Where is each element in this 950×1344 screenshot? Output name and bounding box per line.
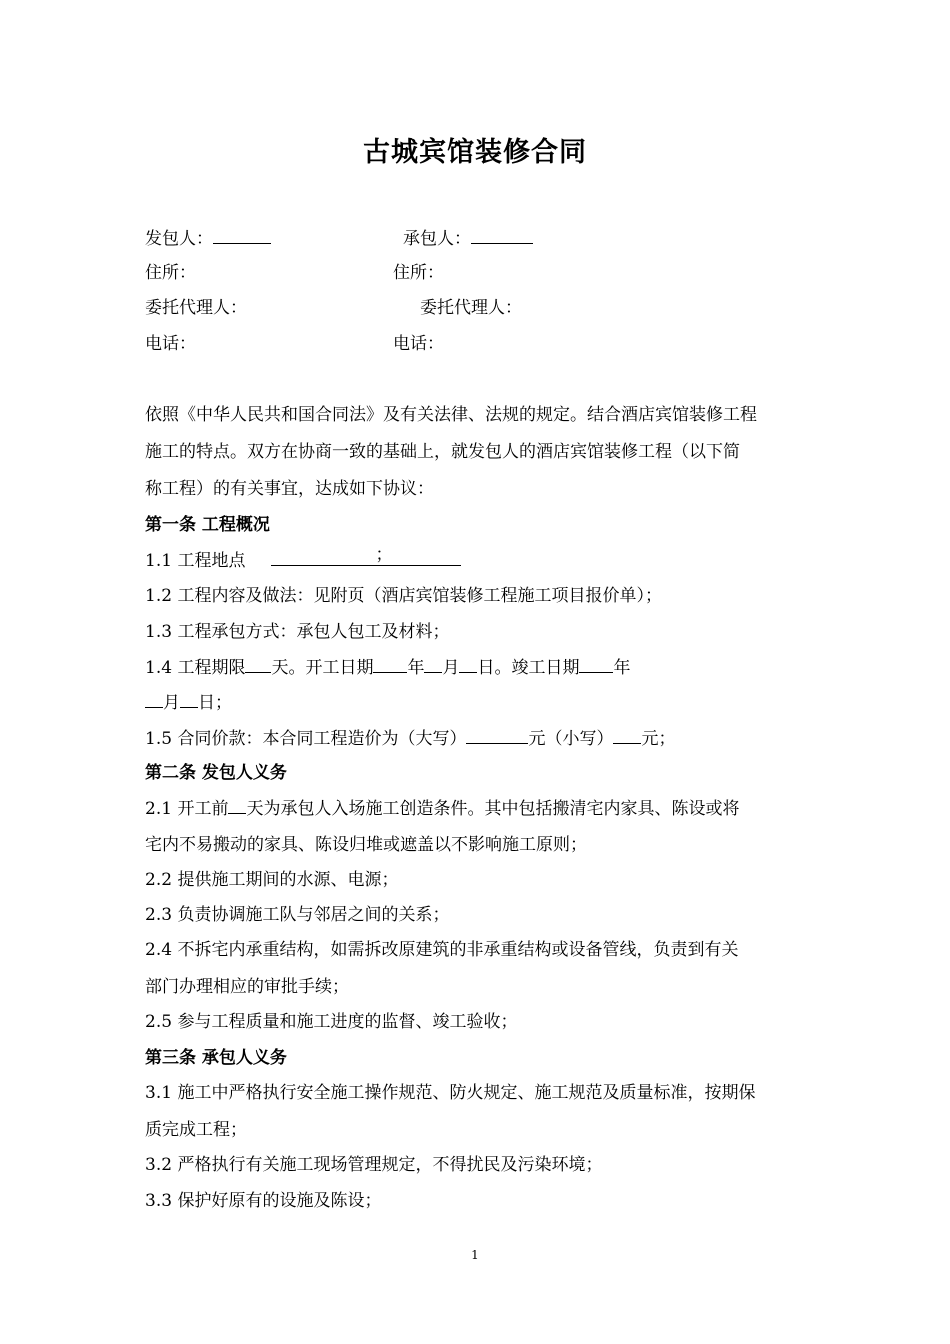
- contractor-label: 承包人：: [403, 229, 471, 249]
- employer-phone-label: 电话：: [145, 334, 196, 354]
- article3-item3: 3.3 保护好原有的设施及陈设；: [145, 1191, 382, 1211]
- article2-heading: 第二条 发包人义务: [145, 763, 287, 783]
- article2-item1-cont: 宅内不易搬动的家具、陈设归堆或遮盖以不影响施工原则；: [145, 835, 587, 855]
- blank: [145, 690, 163, 708]
- text: 日；: [198, 693, 232, 713]
- text: 日。竣工日期: [477, 658, 580, 678]
- article1-item1: [145, 545, 461, 573]
- article2-item1: [145, 796, 739, 821]
- blank: [424, 655, 442, 673]
- text: 年: [613, 658, 631, 678]
- blank: [228, 796, 246, 814]
- contractor-phone-label: 电话：: [393, 334, 444, 354]
- text: 元（小写）: [528, 729, 614, 749]
- text: 月: [442, 658, 460, 678]
- blank: [613, 726, 641, 744]
- article2-item5: 2.5 参与工程质量和施工进度的监督、竣工验收；: [145, 1012, 518, 1032]
- article3-heading: 第三条 承包人义务: [145, 1048, 287, 1068]
- blank: [245, 655, 271, 673]
- location-blank: [271, 545, 461, 566]
- text: 1.4 工程期限: [145, 658, 246, 678]
- document-title: 古城宾馆装修合同: [363, 137, 587, 168]
- text: 2.1 开工前: [145, 799, 229, 819]
- article1-item4-cont: [145, 690, 232, 715]
- preamble-line-3: 称工程）的有关事宜，达成如下协议：: [145, 479, 434, 499]
- contractor-address-label: 住所：: [393, 263, 444, 283]
- article1-item5: [145, 726, 675, 751]
- blank: [180, 690, 198, 708]
- article2-item4: 2.4 不拆宅内承重结构，如需拆改原建筑的非承重结构或设备管线，负责到有关: [145, 940, 739, 960]
- employer-agent-label: 委托代理人：: [145, 298, 247, 318]
- article1-item4: [145, 655, 630, 680]
- text: 天为承包人入场施工创造条件。其中包括搬清宅内家具、陈设或将: [246, 799, 740, 819]
- article2-item2: 2.2 提供施工期间的水源、电源；: [145, 870, 399, 890]
- text: 月: [163, 693, 180, 713]
- blank: [466, 726, 528, 744]
- blank: [459, 655, 477, 673]
- text: 元；: [641, 729, 676, 749]
- contractor-blank: [471, 226, 533, 244]
- contractor-agent-label: 委托代理人：: [420, 298, 522, 318]
- employer-line: [145, 226, 271, 251]
- article1-item2: 1.2 工程内容及做法：见附页（酒店宾馆装修工程施工项目报价单）；: [145, 586, 662, 606]
- blank: [579, 655, 613, 673]
- text: 年: [407, 658, 425, 678]
- text: 1.5 合同价款：本合同工程造价为（大写）: [145, 729, 467, 749]
- employer-blank: [213, 226, 271, 244]
- item1-label: 1.1 工程地点: [145, 551, 246, 571]
- page-number: 1: [471, 1248, 479, 1262]
- preamble-line-1: 依照《中华人民共和国合同法》及有关法律、法规的规定。结合酒店宾馆装修工程: [145, 405, 757, 425]
- article2-item4-cont: 部门办理相应的审批手续；: [145, 977, 349, 997]
- article3-item1-cont: 质完成工程；: [145, 1120, 247, 1140]
- article3-item1: 3.1 施工中严格执行安全施工操作规范、防火规定、施工规范及质量标准，按期保: [145, 1083, 756, 1103]
- location-separator: ；: [375, 545, 393, 565]
- contractor-line: [403, 226, 533, 251]
- employer-label: 发包人：: [145, 229, 213, 249]
- preamble-line-2: 施工的特点。双方在协商一致的基础上，就发包人的酒店宾馆装修工程（以下简: [145, 442, 740, 462]
- article3-item2: 3.2 严格执行有关施工现场管理规定，不得扰民及污染环境；: [145, 1155, 603, 1175]
- blank: [373, 655, 407, 673]
- article1-item3: 1.3 工程承包方式：承包人包工及材料；: [145, 622, 450, 642]
- text: 天。开工日期: [271, 658, 374, 678]
- article1-heading: 第一条 工程概况: [145, 515, 270, 535]
- employer-address-label: 住所：: [145, 263, 196, 283]
- article2-item3: 2.3 负责协调施工队与邻居之间的关系；: [145, 905, 450, 925]
